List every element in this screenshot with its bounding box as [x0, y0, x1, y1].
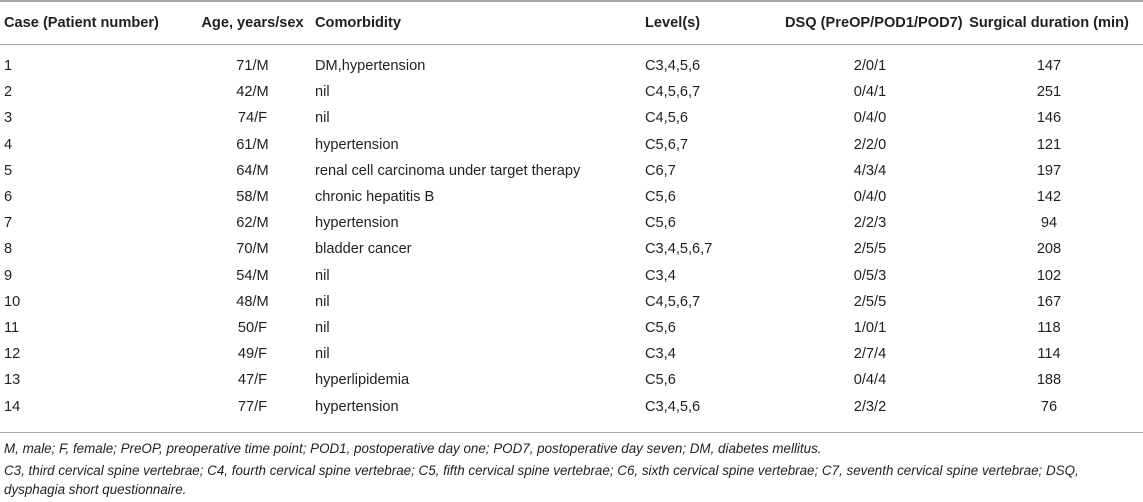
header-age-sex: Age, years/sex: [190, 2, 315, 45]
cell-age-sex: 47/F: [237, 372, 268, 389]
cell-levels: C5,6: [645, 189, 676, 206]
table-row: [0, 236, 1143, 262]
footnote-abbreviations: M, male; F, female; PreOP, preoperative time point; POD1, postoperative day one; POD7, postoperative day seven; DM, diabetes mellitus.: [4, 441, 822, 456]
cell-age-sex: 42/M: [236, 84, 269, 101]
table-row: [0, 367, 1143, 393]
cell-dsq: 0/4/4: [853, 372, 887, 389]
header-duration: Surgical duration (min): [955, 2, 1143, 45]
cell-age-sex: 77/F: [237, 398, 268, 415]
cell-levels: C5,6: [645, 215, 676, 232]
cell-levels: C4,5,6,7: [645, 84, 701, 101]
cell-age-sex: 64/M: [236, 162, 269, 179]
table-row: [0, 132, 1143, 158]
cell-duration: 167: [1036, 293, 1062, 310]
cell-case: 9: [4, 267, 13, 284]
cell-duration: 197: [1036, 162, 1062, 179]
cell-age-sex: 48/M: [236, 293, 269, 310]
cell-comorbidity: DM,hypertension: [315, 58, 426, 75]
cell-age-sex: 58/M: [236, 189, 269, 206]
cell-age-sex: 62/M: [236, 215, 269, 232]
cell-dsq: 0/4/0: [853, 110, 887, 127]
cell-comorbidity: nil: [315, 293, 330, 310]
cell-case: 11: [4, 319, 20, 336]
cell-duration: 146: [1036, 110, 1062, 127]
cell-dsq: 2/5/5: [853, 293, 887, 310]
cell-comorbidity: nil: [315, 346, 330, 363]
cell-dsq: 2/2/3: [853, 215, 887, 232]
table-row: [0, 79, 1143, 105]
cell-comorbidity: bladder cancer: [315, 241, 412, 258]
table-row: [0, 393, 1143, 419]
cell-comorbidity: nil: [315, 84, 330, 101]
cell-case: 5: [4, 162, 13, 179]
cell-case: 8: [4, 241, 13, 258]
cell-levels: C5,6: [645, 372, 676, 389]
cell-dsq: 0/5/3: [853, 267, 887, 284]
cell-duration: 142: [1036, 189, 1062, 206]
cell-dsq: 0/4/0: [853, 189, 887, 206]
cell-duration: 251: [1036, 84, 1062, 101]
cell-dsq: 2/0/1: [853, 58, 887, 75]
cell-dsq: 1/0/1: [853, 319, 887, 336]
header-dsq: DSQ (PreOP/POD1/POD7): [785, 2, 955, 45]
cell-comorbidity: hyperlipidemia: [315, 372, 410, 389]
cell-dsq: 2/3/2: [853, 398, 887, 415]
cell-comorbidity: hypertension: [315, 398, 399, 415]
table-row: [0, 341, 1143, 367]
table-bottom-rule: [0, 432, 1143, 433]
cell-age-sex: 50/F: [237, 319, 268, 336]
table-row: [0, 158, 1143, 184]
cell-duration: 114: [1037, 346, 1061, 363]
cell-dsq: 4/3/4: [853, 162, 887, 179]
table-row: [0, 210, 1143, 236]
cell-levels: C6,7: [645, 162, 676, 179]
table-row: [0, 45, 1143, 80]
cell-comorbidity: renal cell carcinoma under target therapy: [315, 162, 581, 179]
cell-age-sex: 49/F: [237, 346, 268, 363]
cell-age-sex: 54/M: [236, 267, 269, 284]
table-row: [0, 315, 1143, 341]
cell-levels: C3,4,5,6: [645, 398, 701, 415]
cell-case: 12: [4, 346, 21, 363]
header-case: Case (Patient number): [0, 2, 190, 45]
cell-levels: C5,6: [645, 319, 676, 336]
cell-duration: 121: [1036, 136, 1062, 153]
cell-case: 7: [4, 215, 13, 232]
cell-levels: C3,4: [645, 267, 676, 284]
cell-levels: C3,4: [645, 346, 676, 363]
cell-case: 13: [4, 372, 21, 389]
cell-case: 10: [4, 293, 21, 310]
header-comorbidity: Comorbidity: [315, 2, 645, 45]
footnote-vertebrae: C3, third cervical spine vertebrae; C4, fourth cervical spine vertebrae; C5, fifth cervical spine vertebrae; C6, sixth cervical spine vertebrae; C7, seventh cervical spine vertebrae; DSQ, dysphagia short questionnaire.: [4, 463, 1079, 497]
cell-duration: 76: [1040, 398, 1058, 415]
cell-case: 2: [4, 84, 13, 101]
cell-dsq: 2/5/5: [853, 241, 887, 258]
cell-dsq: 2/7/4: [853, 346, 887, 363]
cell-dsq: 0/4/1: [853, 84, 887, 101]
cell-age-sex: 61/M: [236, 136, 269, 153]
cell-duration: 188: [1036, 372, 1062, 389]
cell-levels: C5,6,7: [645, 136, 688, 153]
cell-comorbidity: hypertension: [315, 215, 399, 232]
cell-levels: C4,5,6: [645, 110, 688, 127]
table-row: [0, 289, 1143, 315]
cell-comorbidity: nil: [315, 110, 330, 127]
cell-case: 14: [4, 398, 21, 415]
cell-comorbidity: hypertension: [315, 136, 399, 153]
cell-dsq: 2/2/0: [853, 136, 887, 153]
cell-case: 6: [4, 189, 13, 206]
cell-comorbidity: nil: [315, 319, 330, 336]
cell-age-sex: 71/M: [236, 58, 269, 75]
cell-case: 1: [4, 58, 13, 75]
cell-duration: 147: [1036, 58, 1062, 75]
table-row: [0, 105, 1143, 131]
cell-levels: C4,5,6,7: [645, 293, 701, 310]
cell-comorbidity: nil: [315, 267, 330, 284]
table-row: [0, 184, 1143, 210]
cell-duration: 94: [1040, 215, 1058, 232]
cell-case: 4: [4, 136, 13, 153]
cell-comorbidity: chronic hepatitis B: [315, 189, 435, 206]
table-footnotes: [4, 439, 1139, 502]
cell-duration: 118: [1037, 319, 1061, 336]
cell-case: 3: [4, 110, 13, 127]
cell-levels: C3,4,5,6: [645, 58, 701, 75]
cell-age-sex: 74/F: [237, 110, 268, 127]
cell-duration: 102: [1036, 267, 1062, 284]
cell-age-sex: 70/M: [236, 241, 269, 258]
table-row: [0, 263, 1143, 289]
table-header-row: [0, 2, 1143, 45]
cell-duration: 208: [1036, 241, 1062, 258]
cell-levels: C3,4,5,6,7: [645, 241, 713, 258]
table-body: [0, 45, 1143, 420]
header-levels: Level(s): [645, 2, 785, 45]
patient-table: [0, 2, 1143, 420]
